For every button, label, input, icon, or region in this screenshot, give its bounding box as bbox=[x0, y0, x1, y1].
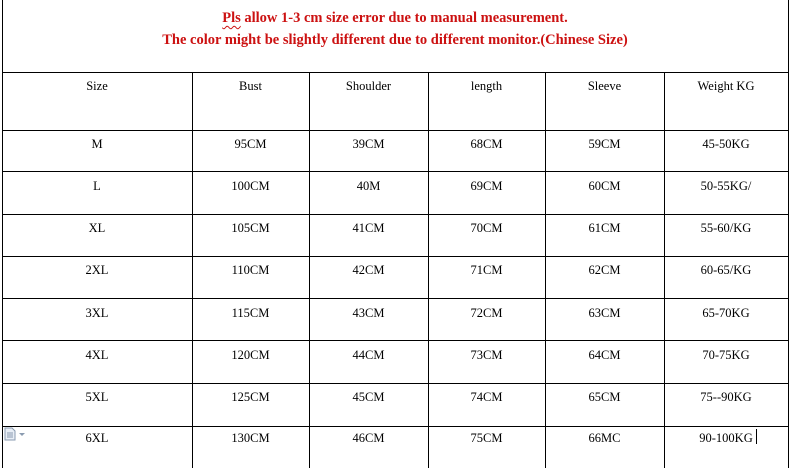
notice-line-1-text: allow 1-3 cm size error due to manual measurement. bbox=[240, 10, 568, 26]
notice-divider bbox=[2, 72, 789, 73]
cell-size: 5XL bbox=[85, 390, 109, 404]
header-weight: Weight KG bbox=[697, 79, 755, 93]
cell-sleeve: 65CM bbox=[588, 390, 621, 404]
header-length: length bbox=[470, 79, 503, 93]
cell-sleeve: 59CM bbox=[588, 137, 621, 151]
row-divider bbox=[2, 340, 789, 341]
notice-line-2: The color might be slightly different due to different monitor.(Chinese Size) bbox=[162, 32, 628, 48]
row-divider bbox=[2, 383, 789, 384]
cell-size: L bbox=[93, 179, 101, 193]
header-sleeve: Sleeve bbox=[587, 79, 622, 93]
cell-bust: 110CM bbox=[231, 263, 270, 277]
header-size: Size bbox=[86, 79, 108, 93]
cell-shoulder: 43CM bbox=[352, 306, 385, 320]
cell-length: 75CM bbox=[470, 431, 503, 445]
header-shoulder: Shoulder bbox=[345, 79, 392, 93]
row-divider bbox=[2, 426, 789, 427]
cell-shoulder: 41CM bbox=[352, 221, 385, 235]
header-bust: Bust bbox=[239, 79, 262, 93]
cell-bust: 115CM bbox=[231, 306, 270, 320]
cell-weight: 90-100KG bbox=[699, 431, 753, 445]
cell-sleeve: 62CM bbox=[588, 263, 621, 277]
text-cursor bbox=[756, 429, 757, 444]
cell-shoulder: 40M bbox=[356, 179, 381, 193]
row-divider bbox=[2, 214, 789, 215]
cell-bust: 95CM bbox=[234, 137, 267, 151]
cell-length: 74CM bbox=[470, 390, 503, 404]
cell-bust: 125CM bbox=[231, 390, 270, 404]
cell-weight: 45-50KG bbox=[702, 137, 750, 151]
cell-sleeve: 63CM bbox=[588, 306, 621, 320]
table-border-right bbox=[788, 0, 789, 468]
cell-size: 2XL bbox=[85, 263, 109, 277]
cell-bust: 130CM bbox=[231, 431, 270, 445]
cell-shoulder: 45CM bbox=[352, 390, 385, 404]
row-divider bbox=[2, 256, 789, 257]
cell-length: 72CM bbox=[470, 306, 503, 320]
cell-weight: 75--90KG bbox=[700, 390, 752, 404]
cell-length: 73CM bbox=[470, 348, 503, 362]
cell-size: XL bbox=[88, 221, 106, 235]
cell-bust: 105CM bbox=[231, 221, 270, 235]
cell-weight: 55-60/KG bbox=[700, 221, 752, 235]
row-divider bbox=[2, 298, 789, 299]
cell-size: M bbox=[91, 137, 103, 151]
notice-line-1 bbox=[2, 9, 788, 27]
cell-shoulder: 42CM bbox=[352, 263, 385, 277]
cell-weight: 50-55KG/ bbox=[700, 179, 752, 193]
cell-weight: 70-75KG bbox=[702, 348, 750, 362]
cell-bust: 120CM bbox=[231, 348, 270, 362]
cell-length: 71CM bbox=[470, 263, 503, 277]
cell-sleeve: 66MC bbox=[588, 431, 621, 445]
cell-length: 70CM bbox=[470, 221, 503, 235]
spellcheck-word: Pls bbox=[222, 10, 241, 26]
cell-shoulder: 39CM bbox=[352, 137, 385, 151]
paste-options-icon[interactable] bbox=[4, 427, 28, 441]
cell-weight: 65-70KG bbox=[702, 306, 750, 320]
cell-size: 6XL bbox=[85, 431, 109, 445]
cell-weight: 60-65/KG bbox=[700, 263, 752, 277]
cell-length: 69CM bbox=[470, 179, 503, 193]
row-divider bbox=[2, 130, 789, 131]
cell-shoulder: 46CM bbox=[352, 431, 385, 445]
cell-sleeve: 60CM bbox=[588, 179, 621, 193]
row-divider bbox=[2, 171, 789, 172]
cell-size: 4XL bbox=[85, 348, 109, 362]
cell-sleeve: 64CM bbox=[588, 348, 621, 362]
cell-bust: 100CM bbox=[231, 179, 270, 193]
cell-length: 68CM bbox=[470, 137, 503, 151]
cell-shoulder: 44CM bbox=[352, 348, 385, 362]
cell-size: 3XL bbox=[85, 306, 109, 320]
cell-sleeve: 61CM bbox=[588, 221, 621, 235]
